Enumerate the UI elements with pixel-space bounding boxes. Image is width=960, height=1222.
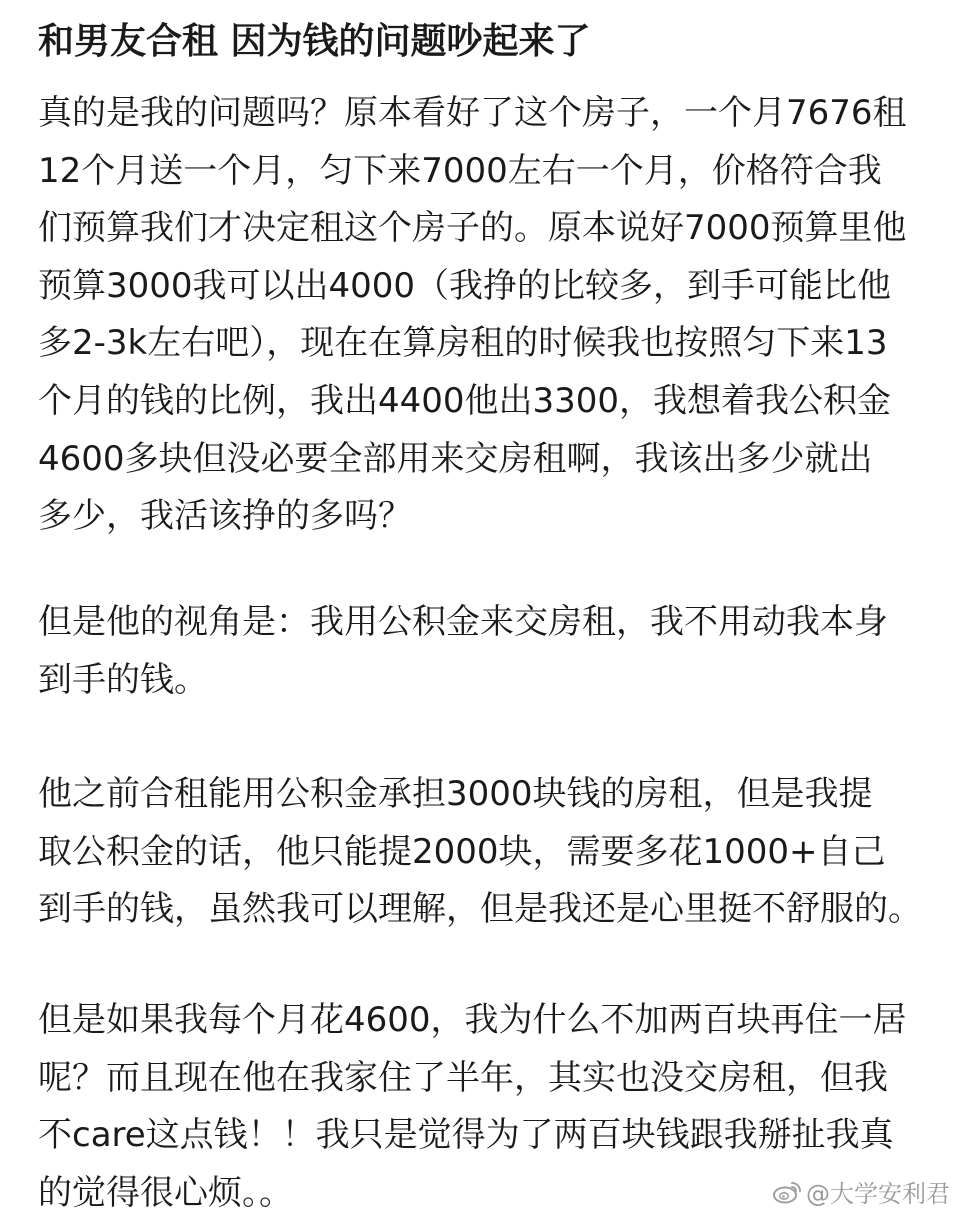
paragraph-line: 4600多块但没必要全部用来交房租啊，我该出多少就出: [38, 438, 873, 479]
paragraph-line: 多少，我活该挣的多吗？: [38, 496, 412, 537]
paragraph-line: 他之前合租能用公积金承担3000块钱的房租，但是我提: [38, 774, 873, 814]
weibo-logo-icon: [772, 1180, 802, 1204]
paragraph-line: 到手的钱。: [38, 659, 208, 700]
paragraph-line: 到手的钱，虽然我可以理解，但是我还是心里挺不舒服的。: [38, 889, 922, 930]
paragraph-line: 但是他的视角是：我用公积金来交房租，我不用动我本身: [38, 602, 888, 642]
paragraph-1: [38, 85, 928, 546]
paragraph-2: [38, 594, 928, 709]
paragraph-line: 的觉得很心烦。。: [38, 1172, 293, 1213]
paragraph-line: 呢？而且现在他在我家住了半年，其实也没交房租，但我: [38, 1057, 888, 1098]
watermark-text: @大学安利君: [806, 1180, 950, 1208]
post-title: 和男友合租 因为钱的问题吵起来了: [38, 21, 591, 62]
paragraph-line: 真的是我的问题吗？原本看好了这个房子，一个月7676租: [38, 93, 907, 133]
paragraph-line: 多2-3k左右吧），现在在算房租的时候我也按照匀下来13: [38, 323, 888, 364]
paragraph-line: 但是如果我每个月花4600，我为什么不加两百块再住一居: [38, 1000, 907, 1040]
paragraph-line: 个月的钱的比例，我出4400他出3300，我想着我公积金: [38, 380, 892, 421]
watermark: [772, 1174, 950, 1209]
paragraph-line: 预算3000我可以出4000（我挣的比较多，到手可能比他: [38, 265, 892, 306]
paragraph-3: [38, 766, 928, 939]
paragraph-line: 取公积金的话，他只能提2000块，需要多花1000+自己: [38, 831, 886, 872]
paragraph-line: 12个月送一个月，匀下来7000左右一个月，价格符合我: [38, 150, 882, 191]
paragraph-line: 不care这点钱！！我只是觉得为了两百块钱跟我掰扯我真: [38, 1115, 894, 1156]
paragraph-line: 们预算我们才决定租这个房子的。原本说好7000预算里他: [38, 208, 907, 249]
